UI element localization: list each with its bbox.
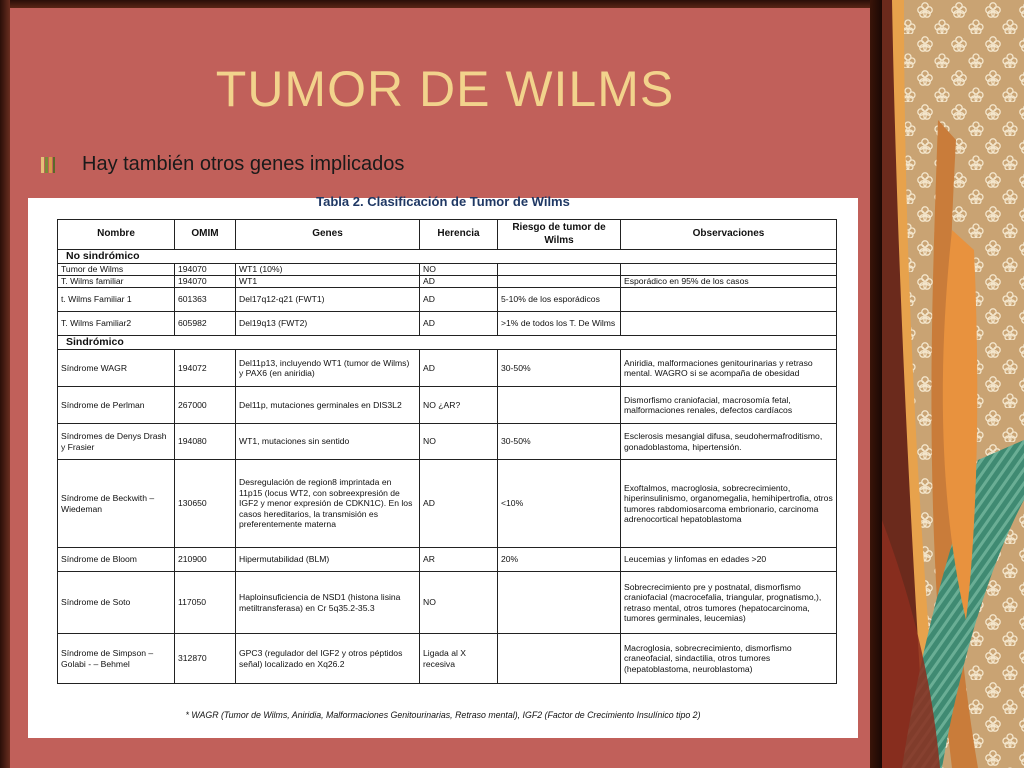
table-footnote: * WAGR (Tumor de Wilms, Aniridia, Malformaciones Genitourinarias, Retraso mental), IGF2 (Factor de Crecimiento Insulínico tipo 2) <box>185 710 701 720</box>
cell-herencia: NO <box>420 572 498 634</box>
cell-omim: 194070 <box>175 264 236 276</box>
cell-omim: 117050 <box>175 572 236 634</box>
bullet-icon <box>40 156 56 174</box>
cell-herencia: AD <box>420 288 498 312</box>
decorative-floral-border <box>882 0 1024 768</box>
cell-riesgo <box>498 634 621 684</box>
cell-nombre: Síndrome de Perlman <box>58 387 175 424</box>
cell-genes: Del11p, mutaciones germinales en DIS3L2 <box>236 387 420 424</box>
cell-observaciones <box>621 288 837 312</box>
cell-observaciones: Exoftalmos, macroglosia, sobrecrecimiento, hiperinsulinismo, organomegalia, hemihipertrofia, otros tumores rabdomiosarcoma embrionario, carcinoma adrenocortical hepatoblastoma <box>621 460 837 548</box>
cell-omim: 312870 <box>175 634 236 684</box>
section-label: Sindrómico <box>58 336 837 350</box>
cell-nombre: Síndromes de Denys Drash y Frasier <box>58 424 175 460</box>
cell-herencia: AD <box>420 312 498 336</box>
cell-herencia: AD <box>420 276 498 288</box>
cell-herencia: AR <box>420 548 498 572</box>
cell-genes: Hipermutabilidad (BLM) <box>236 548 420 572</box>
table-caption: Tabla 2. Clasificación de Tumor de Wilms <box>316 194 570 209</box>
cell-herencia: AD <box>420 350 498 387</box>
section-row <box>58 336 837 350</box>
table-row <box>58 424 837 460</box>
table-header-row <box>58 220 837 250</box>
cell-observaciones: Esporádico en 95% de los casos <box>621 276 837 288</box>
slide-title: TUMOR DE WILMS <box>215 61 675 117</box>
table-row <box>58 460 837 548</box>
cell-nombre: Síndrome de Bloom <box>58 548 175 572</box>
table-row <box>58 264 837 276</box>
cell-riesgo <box>498 387 621 424</box>
cell-riesgo <box>498 276 621 288</box>
table-row <box>58 288 837 312</box>
cell-genes: WT1 <box>236 276 420 288</box>
cell-nombre: Síndrome de Simpson – Golabi - – Behmel <box>58 634 175 684</box>
cell-omim: 601363 <box>175 288 236 312</box>
cell-observaciones <box>621 264 837 276</box>
cell-riesgo <box>498 572 621 634</box>
header-riesgo: Riesgo de tumor de Wilms <box>498 220 621 250</box>
cell-genes: Del17q12-q21 (FWT1) <box>236 288 420 312</box>
cell-omim: 194070 <box>175 276 236 288</box>
cell-omim: 210900 <box>175 548 236 572</box>
cell-herencia: NO <box>420 264 498 276</box>
cell-observaciones: Aniridia, malformaciones genitourinarias y retraso mental. WAGRO si se acompaña de obesidad <box>621 350 837 387</box>
cell-herencia: Ligada al X recesiva <box>420 634 498 684</box>
cell-genes: WT1 (10%) <box>236 264 420 276</box>
cell-observaciones: Esclerosis mesangial difusa, seudohermafroditismo, gonadoblastoma, hipertensión. <box>621 424 837 460</box>
cell-omim: 194072 <box>175 350 236 387</box>
table-row <box>58 387 837 424</box>
table-row <box>58 572 837 634</box>
cell-observaciones: Dismorfismo craniofacial, macrosomía fetal, malformaciones renales, defectos cardíacos <box>621 387 837 424</box>
cell-nombre: Síndrome WAGR <box>58 350 175 387</box>
cell-nombre: t. Wilms Familiar 1 <box>58 288 175 312</box>
cell-omim: 267000 <box>175 387 236 424</box>
cell-riesgo: <10% <box>498 460 621 548</box>
cell-observaciones: Sobrecrecimiento pre y postnatal, dismorfismo craniofacial (macrocefalia, triangular, prognatismo,), retraso mental, otros tumores (hepatocarcinoma, tumores germinales, leucemias) <box>621 572 837 634</box>
header-omim: OMIM <box>175 220 236 250</box>
cell-herencia: AD <box>420 460 498 548</box>
cell-riesgo: 5-10% de los esporádicos <box>498 288 621 312</box>
section-label: No sindrómico <box>58 250 837 264</box>
classification-table <box>57 219 837 684</box>
cell-herencia: NO <box>420 424 498 460</box>
cell-genes: Del19q13 (FWT2) <box>236 312 420 336</box>
cell-nombre: Síndrome de Beckwith – Wiedeman <box>58 460 175 548</box>
header-herencia: Herencia <box>420 220 498 250</box>
cell-omim: 130650 <box>175 460 236 548</box>
header-genes: Genes <box>236 220 420 250</box>
bullet-point <box>40 153 404 176</box>
section-row <box>58 250 837 264</box>
cell-genes: Del11p13, incluyendo WT1 (tumor de Wilms) y PAX6 (en aniridia) <box>236 350 420 387</box>
header-nombre: Nombre <box>58 220 175 250</box>
cell-riesgo: 30-50% <box>498 350 621 387</box>
cell-genes: Desregulación de region8 imprintada en 11p15 (locus WT2, con sobreexpresión de IGF2 y menor expresión de CDKN1C). En los casos hereditarios, la transmisión es preferentemente materna <box>236 460 420 548</box>
cell-riesgo: >1% de todos los T. De Wilms <box>498 312 621 336</box>
frame-top <box>0 0 880 8</box>
cell-nombre: Síndrome de Soto <box>58 572 175 634</box>
bullet-text: Hay también otros genes implicados <box>82 153 405 175</box>
cell-herencia: NO ¿AR? <box>420 387 498 424</box>
cell-genes: Haploinsuficiencia de NSD1 (histona lisina metiltransferasa) en Cr 5q35.2-35.3 <box>236 572 420 634</box>
cell-genes: WT1, mutaciones sin sentido <box>236 424 420 460</box>
cell-observaciones <box>621 312 837 336</box>
cell-nombre: T. Wilms Familiar2 <box>58 312 175 336</box>
cell-riesgo: 20% <box>498 548 621 572</box>
cell-nombre: Tumor de Wilms <box>58 264 175 276</box>
cell-omim: 194080 <box>175 424 236 460</box>
cell-riesgo <box>498 264 621 276</box>
cell-observaciones: Macroglosia, sobrecrecimiento, dismorfismo craneofacial, sindactilia, otros tumores (hepatoblastoma, neuroblastoma) <box>621 634 837 684</box>
table-row <box>58 350 837 387</box>
table-row <box>58 548 837 572</box>
cell-riesgo: 30-50% <box>498 424 621 460</box>
cell-omim: 605982 <box>175 312 236 336</box>
table-row <box>58 312 837 336</box>
table-row <box>58 276 837 288</box>
table-row <box>58 634 837 684</box>
classification-table-image <box>28 194 858 738</box>
cell-nombre: T. Wilms familiar <box>58 276 175 288</box>
cell-observaciones: Leucemias y linfomas en edades >20 <box>621 548 837 572</box>
header-observaciones: Observaciones <box>621 220 837 250</box>
cell-genes: GPC3 (regulador del IGF2 y otros péptidos señal) localizado en Xq26.2 <box>236 634 420 684</box>
